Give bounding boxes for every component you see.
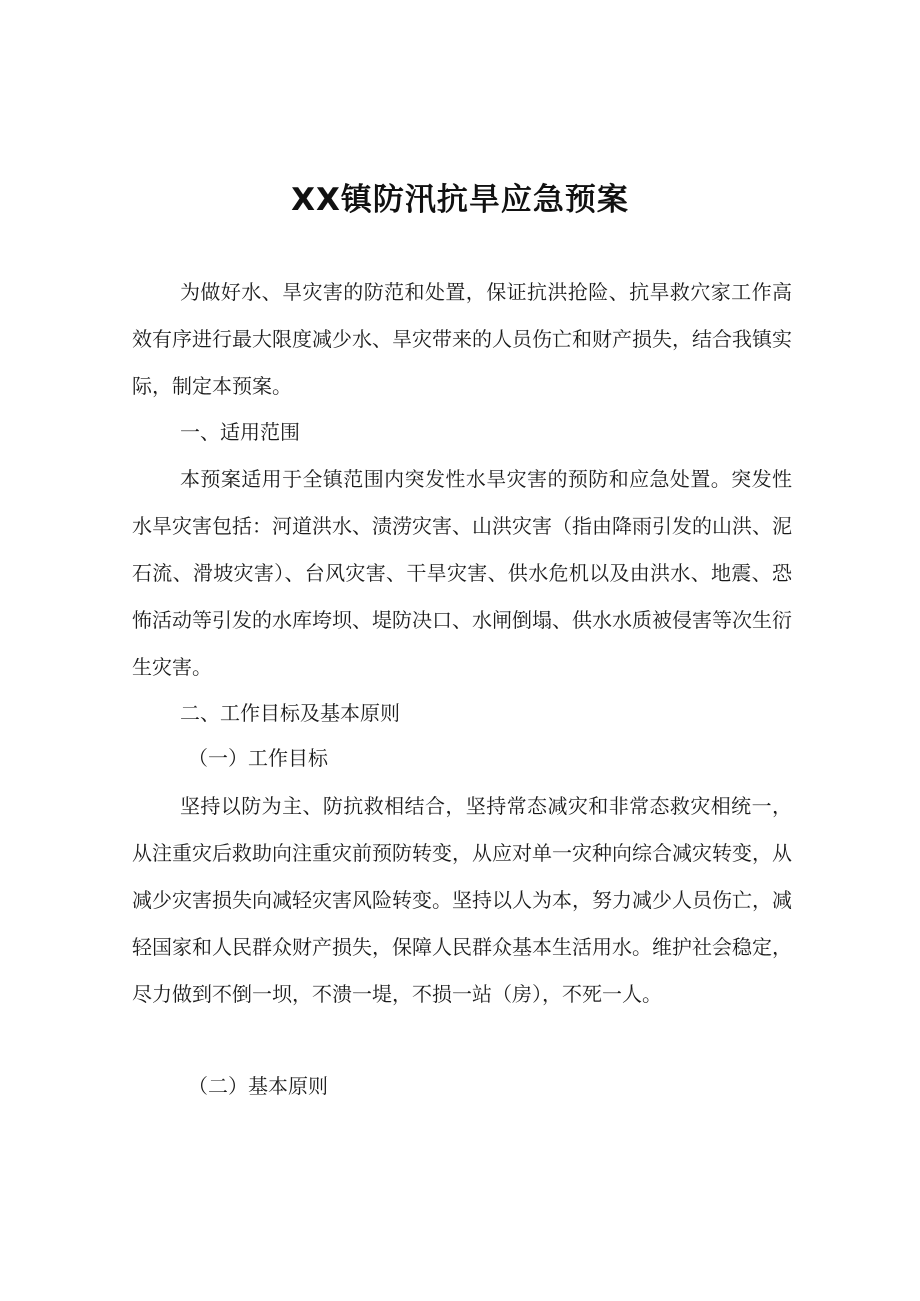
subsection-heading-principles: （二）基本原则: [188, 1074, 328, 1098]
goals-paragraph: 坚持以防为主、防抗救相结合，坚持常态减灾和非常态救灾相统一，从注重灾后救助向注重灾前预防转变，从应对单一灾种向综合减灾转变，从减少灾害损失向减轻灾害风险转变。坚持以人为本，努力减少人员伤亡，减轻国家和人民群众财产损失，保障人民群众基本生活用水。维护社会稳定，尽力做到不倒一坝，不溃一堤，不损一站（房），不死一人。: [132, 794, 792, 1006]
section-heading-goals-principles: 二、工作目标及基本原则: [180, 701, 400, 725]
subsection-heading-goals: （一）工作目标: [188, 746, 328, 770]
section-heading-scope: 一、适用范围: [180, 420, 300, 444]
intro-paragraph: 为做好水、旱灾害的防范和处置，保证抗洪抢险、抗旱救穴家工作高效有序进行最大限度减少水、旱灾带来的人员伤亡和财产损失，结合我镇实际，制定本预案。: [132, 280, 792, 398]
document-title: XX镇防汛抗旱应急预案: [291, 182, 629, 218]
scope-paragraph: 本预案适用于全镇范围内突发性水旱灾害的预防和应急处置。突发性水旱灾害包括：河道洪水、渍涝灾害、山洪灾害（指由降雨引发的山洪、泥石流、滑坡灾害）、台风灾害、干旱灾害、供水危机以及由洪水、地震、恐怖活动等引发的水库垮坝、堤防决口、水闸倒塌、供水水质被侵害等次生衍生灾害。: [132, 467, 792, 679]
